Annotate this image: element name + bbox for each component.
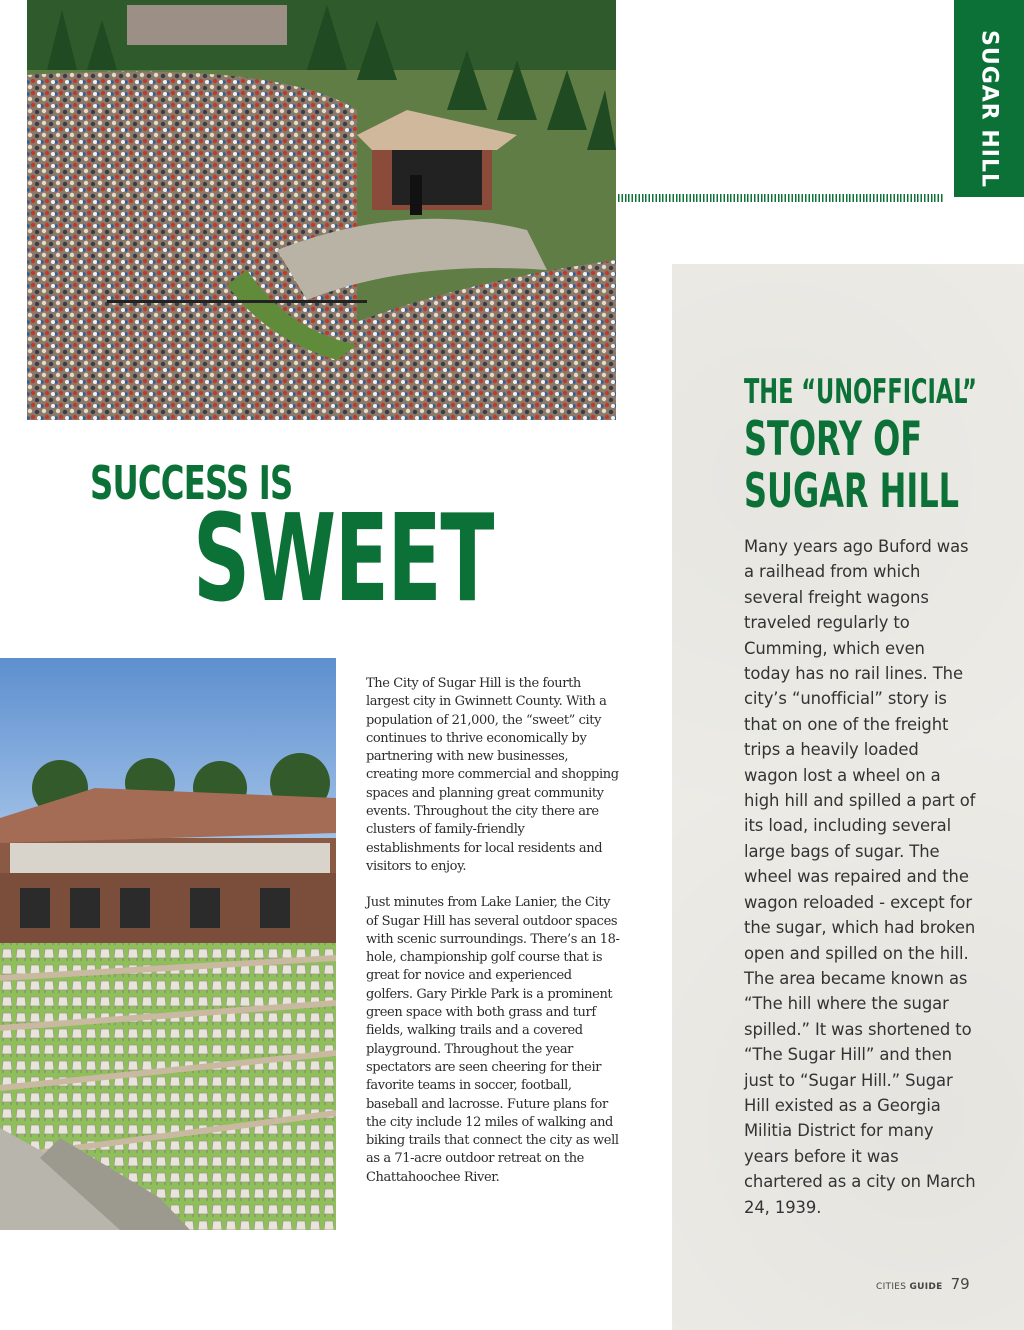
publication-name (876, 1282, 943, 1292)
amphitheater-rendering-photo (0, 658, 336, 1230)
decorative-dash-rule (618, 194, 944, 202)
section-tab-label: SUGAR HILL (976, 30, 1002, 189)
article-paragraph-1: The City of Sugar Hill is the fourth largest city in Gwinnett County. With a population of 21,000, the “sweet” city continues to thrive economically by partnering with new businesses, creating more commercial and shopping spaces and planning great community events. Throughout the city there are clusters of family-friendly establishments for local residents and visitors to enjoy. (366, 676, 619, 874)
headline-line2: SWEET (193, 490, 494, 629)
article-paragraph-2: Just minutes from Lake Lanier, the City of Sugar Hill has several outdoor spaces with scenic surroundings. There’s an 18-hole, championship golf course that is great for novice and experienced golfers. Gary Pirkle Park is a prominent green space with both grass and turf fields, walking trails and a covered playground. Throughout the year spectators are seen cheering for their favorite teams in soccer, football, baseball and lacrosse. Future plans for the city include 12 miles of walking and biking trails that connect the city as well as a 71-acre outdoor retreat on the Chattahoochee River. (366, 895, 620, 1185)
sidebar-kicker: THE “UNOFFICIAL” (744, 372, 977, 412)
page-number: 79 (950, 1275, 970, 1293)
sidebar-title-line2: SUGAR HILL (744, 464, 960, 519)
sidebar-title-line1: STORY OF (744, 412, 923, 467)
article-body (366, 675, 620, 1205)
sidebar-title (744, 414, 959, 518)
sidebar-story-text: Many years ago Buford was a railhead from which several freight wagons traveled regularly to Cumming, which even today has no rail lines. The city’s “unofficial” story is that on one of the freight trips a heavily loaded wagon lost a wheel on a high hill and spilled a part of its load, including several large bags of sugar. The wheel was repaired and the wagon reloaded - except for the sugar, which had broken open and spilled on the hill. The area became known as “The hill where the sugar spilled.” It was shortened to “The Sugar Hill” and then just to “Sugar Hill.” Sugar Hill existed as a Georgia Militia District for many years before it was chartered as a city on March 24, 1939. (744, 537, 976, 1217)
page-folio (876, 1274, 970, 1293)
section-tab (954, 0, 1024, 197)
headline-line1: SUCCESS IS (90, 456, 293, 510)
concert-amphitheater-photo (27, 0, 616, 420)
publication-name-prefix: CITIES (876, 1282, 907, 1292)
publication-name-bold: GUIDE (909, 1282, 943, 1292)
